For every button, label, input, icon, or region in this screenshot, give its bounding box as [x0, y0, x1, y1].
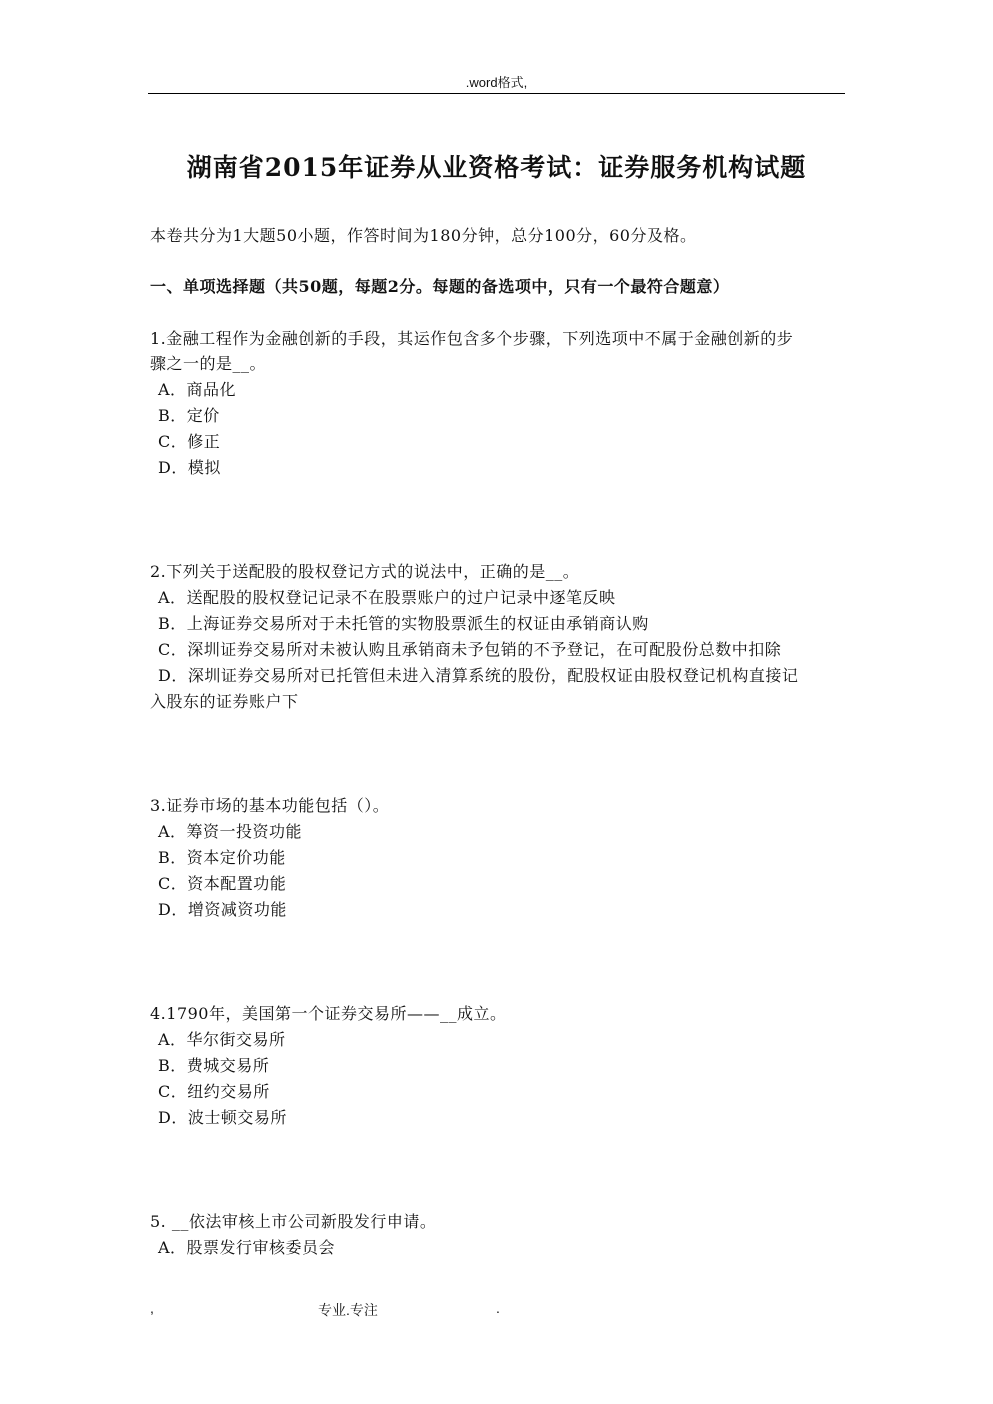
intro-text: 本卷共分为1大题50小题，作答时间为180分钟，总分100分，60分及格。 [150, 226, 697, 245]
question-2-option: C．深圳证券交易所对未被认购且承销商未予包销的不予登记，在可配股份总数中扣除 [158, 640, 782, 659]
question-3-option: C．资本配置功能 [158, 874, 287, 893]
question-2-stem: 2.下列关于送配股的股权登记方式的说法中，正确的是__。 [150, 562, 580, 581]
footer-center: 专业.专注 [318, 1302, 378, 1318]
header-divider [148, 93, 845, 94]
question-4-option: A．华尔街交易所 [158, 1030, 286, 1049]
question-4-option: B．费城交易所 [158, 1056, 270, 1075]
question-1-option: D．模拟 [158, 458, 221, 477]
question-2-option: D．深圳证券交易所对已托管但未进入清算系统的股份，配股权证由股权登记机构直接记 [158, 666, 799, 685]
page-header: .word格式, [465, 75, 528, 90]
section-heading: 一、单项选择题（共50题，每题2分。每题的备选项中，只有一个最符合题意） [150, 277, 730, 296]
question-3-option: B．资本定价功能 [158, 848, 286, 867]
question-5-option: A．股票发行审核委员会 [158, 1238, 336, 1257]
question-3-option: A．筹资一投资功能 [158, 822, 303, 841]
question-3-stem: 3.证券市场的基本功能包括（）。 [150, 796, 390, 815]
question-1-option: B．定价 [158, 406, 220, 425]
question-1-stem: 1.金融工程作为金融创新的手段，其运作包含多个步骤，下列选项中不属于金融创新的步 [150, 329, 794, 348]
question-4-option: D．波士顿交易所 [158, 1108, 287, 1127]
question-1-stem-cont: 骤之一的是__。 [150, 354, 267, 373]
question-1-option: A．商品化 [158, 380, 237, 399]
question-2-option: B．上海证券交易所对于未托管的实物股票派生的权证由承销商认购 [158, 614, 649, 633]
question-1-option: C．修正 [158, 432, 221, 451]
footer-right: . [496, 1300, 500, 1316]
question-4-option: C．纽约交易所 [158, 1082, 270, 1101]
question-3-option: D．增资减资功能 [158, 900, 287, 919]
question-2-option: A．送配股的股权登记记录不在股票账户的过户记录中逐笔反映 [158, 588, 616, 607]
document-title: 湖南省2015年证券从业资格考试：证券服务机构试题 [186, 153, 807, 182]
footer-left: , [150, 1300, 154, 1316]
question-4-stem: 4.1790年，美国第一个证券交易所——__成立。 [150, 1004, 507, 1023]
question-2-option-cont: 入股东的证券账户下 [150, 692, 299, 711]
question-5-stem: 5. __依法审核上市公司新股发行申请。 [150, 1212, 437, 1231]
